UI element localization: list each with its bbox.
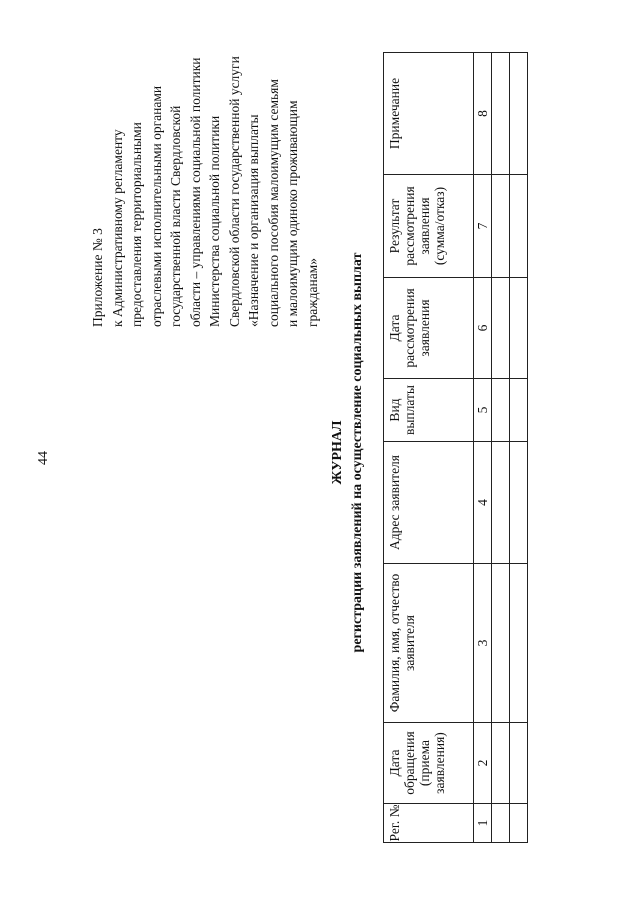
journal-title: ЖУРНАЛ	[330, 420, 345, 485]
header-note: Примечание	[384, 53, 474, 175]
column-number: 1	[474, 804, 492, 843]
table-row-empty	[492, 53, 510, 843]
column-number: 5	[474, 379, 492, 442]
appendix-line: отраслевыми исполнительными органами	[148, 85, 164, 327]
header-application-date: Дата обращения (приема заявления)	[384, 723, 474, 804]
appendix-line: предоставления территориальными	[129, 122, 144, 327]
appendix-line: Свердловской области государственной услуги	[226, 56, 242, 327]
table-cell	[510, 175, 528, 278]
appendix-line: «Назначение и организация выплаты	[246, 114, 261, 327]
column-number: 3	[474, 564, 492, 723]
column-number: 4	[474, 442, 492, 564]
journal-subtitle: регистрации заявлений на осуществление социальных выплат	[350, 252, 365, 653]
appendix-line: области – управлениями социальной политики	[187, 57, 203, 327]
table-cell	[492, 379, 510, 442]
table-cell	[510, 564, 528, 723]
table-cell	[492, 723, 510, 804]
table-cell	[510, 53, 528, 175]
table-cell	[510, 379, 528, 442]
table-cell	[492, 278, 510, 379]
column-number-row	[474, 53, 492, 843]
appendix-line: государственной власти Свердловской	[168, 105, 183, 327]
table-cell	[510, 804, 528, 843]
table-cell	[492, 804, 510, 843]
table-cell	[492, 442, 510, 564]
table-header-row	[384, 53, 474, 843]
header-review-date: Дата рассмотрения заявления	[384, 278, 474, 379]
table-cell	[492, 175, 510, 278]
appendix-note	[88, 27, 322, 327]
header-review-result: Результат рассмотрения заявления (сумма/отказ)	[384, 175, 474, 278]
appendix-line: Министерства социальной политики	[207, 115, 222, 327]
header-reg-number: Рег. №	[384, 804, 474, 843]
header-payment-type: Вид выплаты	[384, 379, 474, 442]
appendix-line: гражданам»	[304, 258, 320, 327]
column-number: 7	[474, 175, 492, 278]
table-cell	[510, 723, 528, 804]
appendix-line: и малоимущим одиноко проживающим	[285, 100, 300, 327]
appendix-line: Приложение № 3	[90, 228, 105, 327]
column-number: 8	[474, 53, 492, 175]
table-cell	[510, 278, 528, 379]
appendix-line: к Административному регламенту	[109, 129, 125, 327]
registration-journal-table	[383, 52, 528, 843]
appendix-line: социального пособия малоимущим семьям	[265, 79, 281, 327]
header-applicant-address: Адрес заявителя	[384, 442, 474, 564]
column-number: 6	[474, 278, 492, 379]
header-applicant-name: Фамилия, имя, отчество заявителя	[384, 564, 474, 723]
table-cell	[510, 442, 528, 564]
table-cell	[492, 564, 510, 723]
table-cell	[492, 53, 510, 175]
page-number: 44	[36, 451, 51, 465]
table-row-empty	[510, 53, 528, 843]
column-number: 2	[474, 723, 492, 804]
